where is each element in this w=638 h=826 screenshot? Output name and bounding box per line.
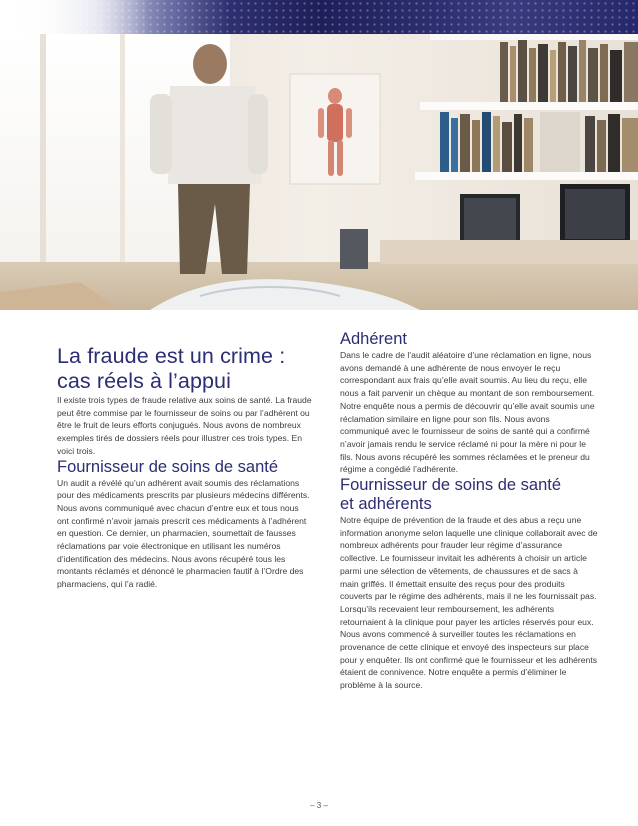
page-title-line-1: La fraude est un crime : [57, 344, 286, 368]
right-column [340, 330, 598, 692]
left-column [57, 330, 312, 591]
section-body-provider: Un audit a révélé qu’un adhérent avait soumis des réclamations pour des médicaments prescrits par plusieurs médecins différents. Nous avons communiqué avec chacun d’entre eux et tous nous ont confirmé n’avoir jamais prescrit ces médicaments à l’adhérent en question. Ce dernier, un pharmacien, soumettait de fausses réclamations par voie électronique en utilisant les numéros d’identification des médecins. Nous avons récupéré tous les montants réclamés et dénoncé le pharmacien fautif à l’Ordre des pharmaciens, qui l’a radié. [57, 477, 310, 590]
section-body-provider-and-members: Notre équipe de prévention de la fraude et des abus a reçu une information anonyme selon laquelle une clinique collaborait avec de nombreux adhérents pour frauder leur régime d’assurance collective. Le fournisseur invitait les adhérents à choisir un article parmi une sélection de vêtements, de chaussures et de sacs à main griffés. Il émettait ensuite des reçus pour des produits couverts par le régime des adhérents, mais il ne les fournissait pas. Lorsqu’ils recevaient leur remboursement, les adhérents retournaient à la clinique pour payer les articles réservés pour eux. Nous avons commencé à surveiller toutes les réclamations en provenance de cette clinique et envoyé des inspecteurs sur place pour y enquêter. Ils ont confirmé que le fournisseur et les adhérents étaient de connivence. Notre enquête a permis d’éliminer le problème à la source. [340, 515, 598, 691]
section-heading-provider-and-members [340, 476, 598, 514]
section-heading-line-1: Fournisseur de soins de santé [340, 476, 562, 495]
section-body-member: Dans le cadre de l’audit aléatoire d’une réclamation en ligne, nous avons demandé à une adhérente de nous envoyer le reçu correspondant aux frais qu’elle avait soumis. Au lieu du reçu, elle nous a fait parvenir un chèque au montant de son remboursement. Notre enquête nous a permis de découvrir qu’elle avait soumis une réclamation similaire en ligne pour son fils. Nous avons communiqué avec le fournisseur de soins de santé qui a confirmé n’avoir jamais rendu le service réclamé ni pour la mère ni pour le fils. Nous avons récupéré les sommes réclamées et le preneur du régime a congédié l’adhérente. [340, 350, 595, 475]
intro-paragraph: Il existe trois types de fraude relative aux soins de santé. La fraude peut être commise par le fournisseur de soins ou par l’adhérent ou être le fruit de leurs efforts conjugués. Nous avons de nombreux exemples tirés de dossiers réels pour illustrer ces trois types. En voici trois. [57, 395, 312, 456]
page-title [57, 344, 312, 394]
page-number: – 3 – [310, 801, 328, 810]
section-heading-line-2: et adhérents [340, 495, 432, 514]
section-heading-member: Adhérent [340, 330, 407, 348]
hero-photo [0, 34, 638, 310]
section-heading-provider: Fournisseur de soins de santé [57, 457, 279, 476]
header-banner [0, 0, 638, 34]
page-title-line-2: cas réels à l’appui [57, 369, 231, 393]
